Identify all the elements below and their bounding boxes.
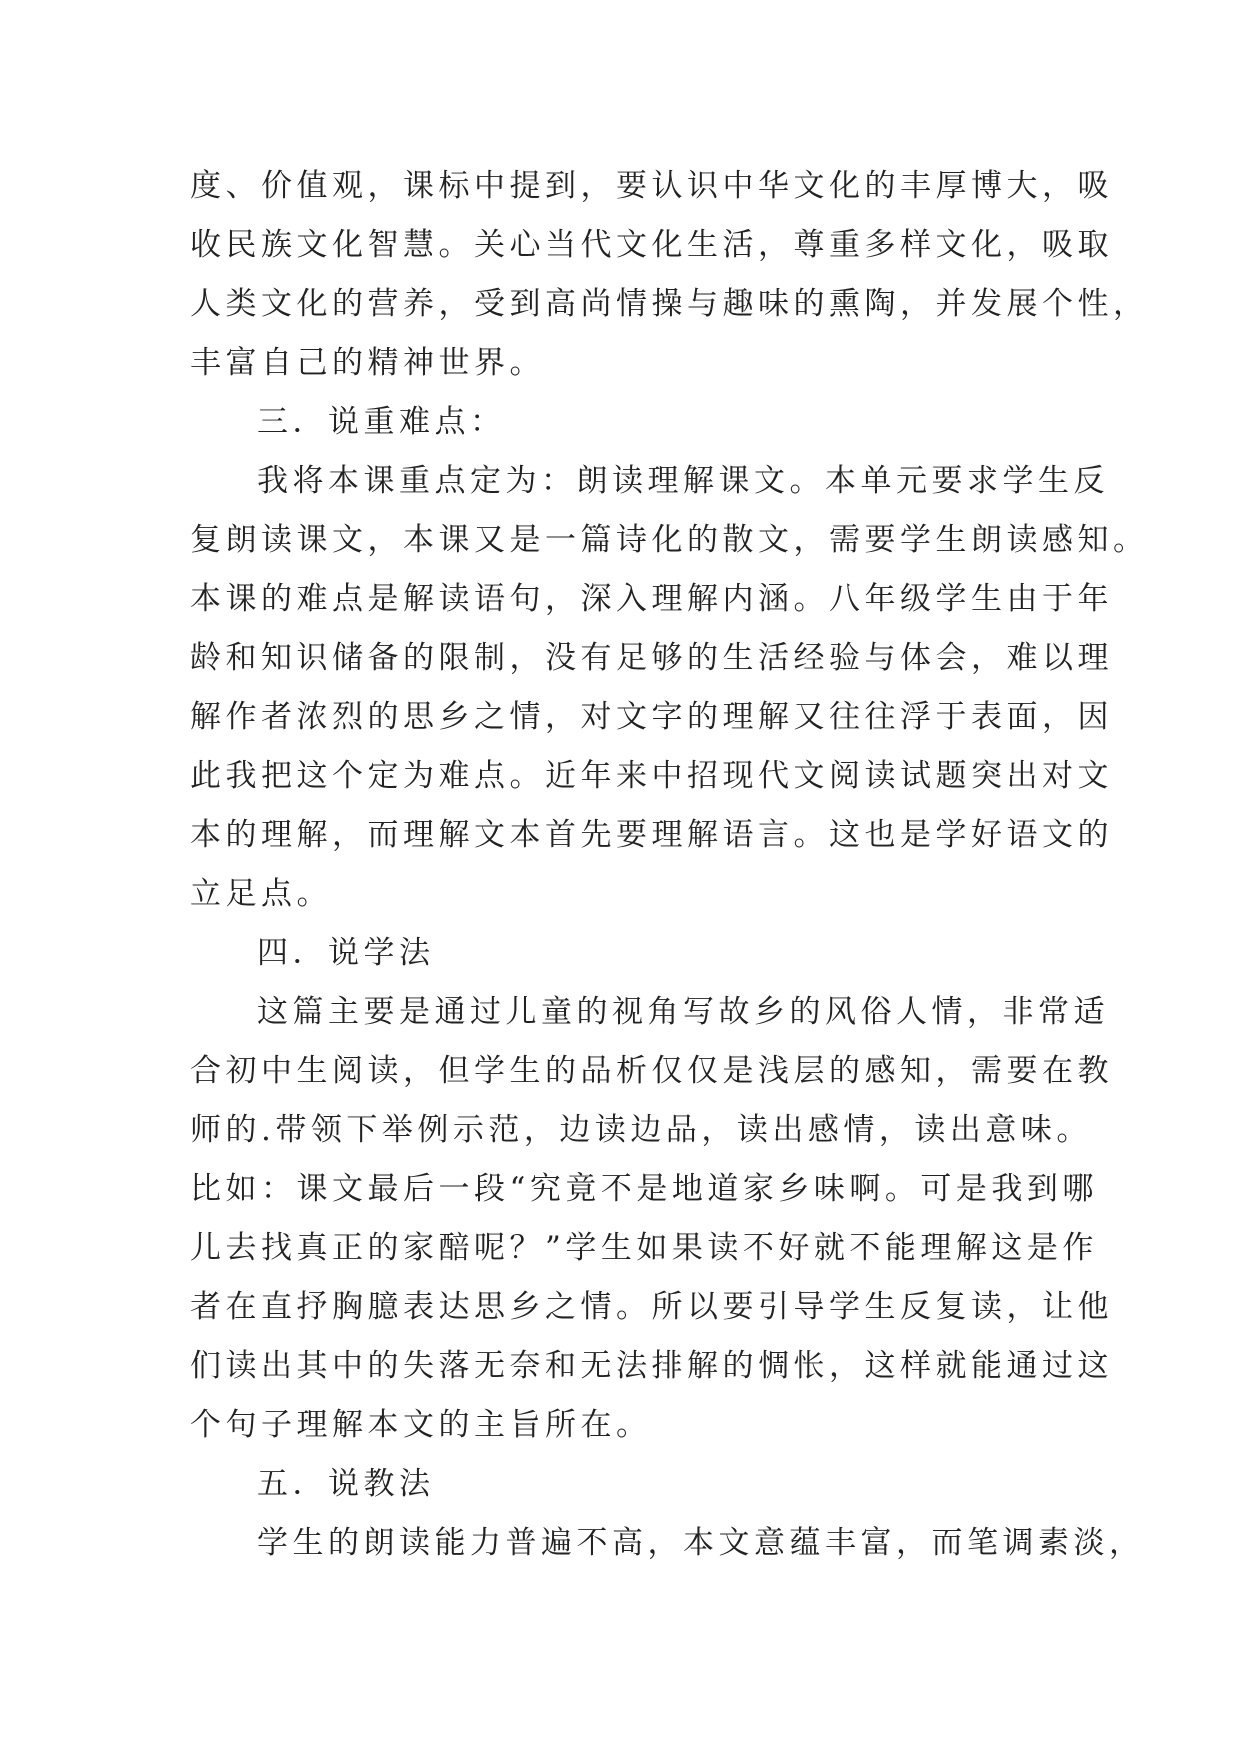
paragraph-line: 们读出其中的失落无奈和无法排解的惆怅，这样就能通过这 xyxy=(190,1348,1113,1384)
paragraph-line: 此我把这个定为难点。近年来中招现代文阅读试题突出对文 xyxy=(190,758,1113,794)
paragraph-line: 丰富自己的精神世界。 xyxy=(190,345,545,381)
paragraph-line: 人类文化的营养，受到高尚情操与趣味的熏陶，并发展个性， xyxy=(190,286,1149,322)
paragraph-line: 本课的难点是解读语句，深入理解内涵。八年级学生由于年 xyxy=(190,581,1113,617)
paragraph-line: 立足点。 xyxy=(190,876,332,912)
paragraph-line: 本的理解，而理解文本首先要理解语言。这也是学好语文的 xyxy=(190,817,1113,853)
section-heading: 五．说教法 xyxy=(257,1466,435,1502)
paragraph-line: 度、价值观，课标中提到，要认识中华文化的丰厚博大，吸 xyxy=(190,168,1113,204)
section-heading: 四．说学法 xyxy=(257,935,435,971)
section-heading: 三．说重难点： xyxy=(257,404,506,440)
paragraph-line: 个句子理解本文的主旨所在。 xyxy=(190,1407,652,1443)
document-body xyxy=(190,157,1149,1573)
paragraph-line: 合初中生阅读，但学生的品析仅仅是浅层的感知，需要在教 xyxy=(190,1053,1113,1089)
paragraph-line: 这篇主要是通过儿童的视角写故乡的风俗人情，非常适 xyxy=(257,994,1109,1030)
paragraph-line: 收民族文化智慧。关心当代文化生活，尊重多样文化，吸取 xyxy=(190,227,1113,263)
paragraph-line: 师的.带领下举例示范，边读边品，读出感情，读出意味。 xyxy=(190,1112,1092,1148)
paragraph-line: 我将本课重点定为：朗读理解课文。本单元要求学生反 xyxy=(257,463,1109,499)
paragraph-line: 学生的朗读能力普遍不高，本文意蕴丰富，而笔调素淡， xyxy=(257,1525,1145,1561)
paragraph-line: 解作者浓烈的思乡之情，对文字的理解又往往浮于表面，因 xyxy=(190,699,1113,735)
paragraph-line: 者在直抒胸臆表达思乡之情。所以要引导学生反复读，让他 xyxy=(190,1289,1113,1325)
paragraph-line: 龄和知识储备的限制，没有足够的生活经验与体会，难以理 xyxy=(190,640,1113,676)
paragraph-line: 复朗读课文，本课又是一篇诗化的散文，需要学生朗读感知。 xyxy=(190,522,1149,558)
paragraph-line: 儿去找真正的家醅呢？”学生如果读不好就不能理解这是作 xyxy=(190,1230,1098,1266)
paragraph-line: 比如：课文最后一段“究竟不是地道家乡味啊。可是我到哪 xyxy=(190,1171,1098,1207)
